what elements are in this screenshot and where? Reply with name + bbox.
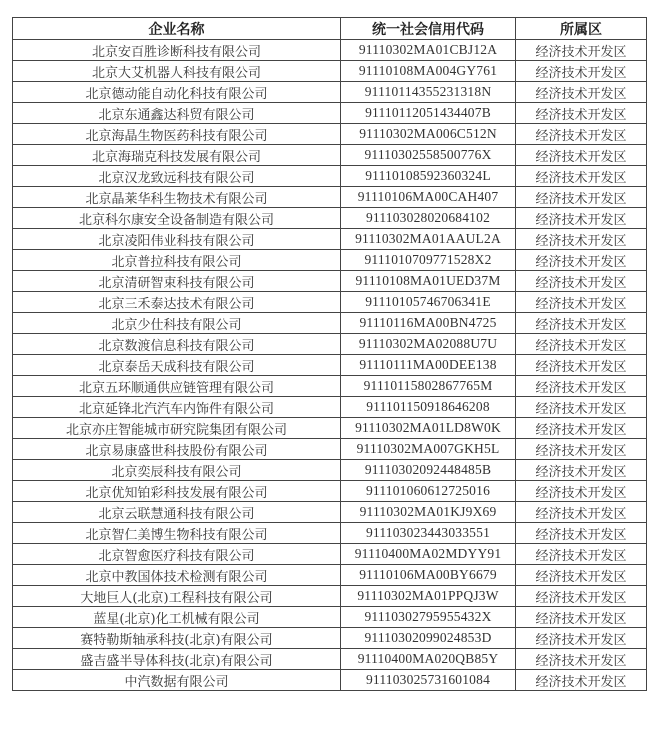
company-name-cell: 北京海瑞克科技发展有限公司: [13, 145, 341, 166]
table-row: [13, 649, 647, 670]
credit-code-cell: 91110114355231318N: [341, 82, 516, 103]
district-cell: 经济技术开发区: [516, 187, 647, 208]
credit-code-cell: 91110302099024853D: [341, 628, 516, 649]
table-row: [13, 187, 647, 208]
credit-code-cell: 91110302558500776X: [341, 145, 516, 166]
company-name-cell: 北京易康盛世科技股份有限公司: [13, 439, 341, 460]
district-cell: 经济技术开发区: [516, 523, 647, 544]
table-row: [13, 376, 647, 397]
table-row: [13, 355, 647, 376]
table-row: [13, 166, 647, 187]
district-cell: 经济技术开发区: [516, 229, 647, 250]
table-row: [13, 418, 647, 439]
table-row: [13, 250, 647, 271]
district-cell: 经济技术开发区: [516, 502, 647, 523]
credit-code-cell: 91110111MA00DEE138: [341, 355, 516, 376]
district-cell: 经济技术开发区: [516, 418, 647, 439]
table-row: [13, 397, 647, 418]
table-row: [13, 145, 647, 166]
company-name-cell: 北京晶莱华科生物技术有限公司: [13, 187, 341, 208]
district-cell: 经济技术开发区: [516, 460, 647, 481]
credit-code-cell: 91110302MA01KJ9X69: [341, 502, 516, 523]
credit-code-cell: 911103023443033551: [341, 523, 516, 544]
table-row: [13, 481, 647, 502]
enterprise-table: [12, 17, 647, 691]
district-cell: 经济技术开发区: [516, 166, 647, 187]
credit-code-cell: 91110115802867765M: [341, 376, 516, 397]
credit-code-cell: 91110302MA006C512N: [341, 124, 516, 145]
table-row: [13, 628, 647, 649]
company-name-cell: 北京五环顺通供应链管理有限公司: [13, 376, 341, 397]
district-cell: 经济技术开发区: [516, 124, 647, 145]
district-cell: 经济技术开发区: [516, 61, 647, 82]
district-cell: 经济技术开发区: [516, 565, 647, 586]
credit-code-cell: 911103025731601084: [341, 670, 516, 691]
district-cell: 经济技术开发区: [516, 208, 647, 229]
company-name-cell: 北京智愈医疗科技有限公司: [13, 544, 341, 565]
table-row: [13, 229, 647, 250]
company-name-cell: 赛特勒斯轴承科技(北京)有限公司: [13, 628, 341, 649]
credit-code-cell: 91110400MA02MDYY91: [341, 544, 516, 565]
header-company-name: 企业名称: [13, 18, 341, 40]
district-cell: 经济技术开发区: [516, 82, 647, 103]
credit-code-cell: 91110302MA01LD8W0K: [341, 418, 516, 439]
table-row: [13, 607, 647, 628]
credit-code-cell: 91110108592360324L: [341, 166, 516, 187]
table-row: [13, 565, 647, 586]
district-cell: 经济技术开发区: [516, 649, 647, 670]
credit-code-cell: 91110302092448485B: [341, 460, 516, 481]
district-cell: 经济技术开发区: [516, 397, 647, 418]
district-cell: 经济技术开发区: [516, 250, 647, 271]
table-row: [13, 40, 647, 61]
company-name-cell: 蓝星(北京)化工机械有限公司: [13, 607, 341, 628]
company-name-cell: 北京数渡信息科技有限公司: [13, 334, 341, 355]
company-name-cell: 北京科尔康安全设备制造有限公司: [13, 208, 341, 229]
table-row: [13, 502, 647, 523]
table-row: [13, 292, 647, 313]
table-row: [13, 208, 647, 229]
district-cell: 经济技术开发区: [516, 313, 647, 334]
credit-code-cell: 91110108MA004GY761: [341, 61, 516, 82]
table-row: [13, 271, 647, 292]
table-row: [13, 439, 647, 460]
table-row: [13, 313, 647, 334]
table-row: [13, 586, 647, 607]
district-cell: 经济技术开发区: [516, 544, 647, 565]
company-name-cell: 北京东通鑫达科贸有限公司: [13, 103, 341, 124]
district-cell: 经济技术开发区: [516, 271, 647, 292]
credit-code-cell: 91110106MA00CAH407: [341, 187, 516, 208]
table-row: [13, 523, 647, 544]
company-name-cell: 北京清研智束科技有限公司: [13, 271, 341, 292]
table-row: [13, 544, 647, 565]
company-name-cell: 北京延锋北汽汽车内饰件有限公司: [13, 397, 341, 418]
credit-code-cell: 91110302795955432X: [341, 607, 516, 628]
district-cell: 经济技术开发区: [516, 481, 647, 502]
table-row: [13, 103, 647, 124]
credit-code-cell: 91110302MA02088U7U: [341, 334, 516, 355]
district-cell: 经济技术开发区: [516, 439, 647, 460]
credit-code-cell: 911103028020684102: [341, 208, 516, 229]
company-name-cell: 盛吉盛半导体科技(北京)有限公司: [13, 649, 341, 670]
table-row: [13, 670, 647, 691]
company-name-cell: 大地巨人(北京)工程科技有限公司: [13, 586, 341, 607]
company-name-cell: 北京泰岳天成科技有限公司: [13, 355, 341, 376]
table-row: [13, 334, 647, 355]
table-row: [13, 124, 647, 145]
company-name-cell: 北京中教国体技术检测有限公司: [13, 565, 341, 586]
table-row: [13, 82, 647, 103]
district-cell: 经济技术开发区: [516, 103, 647, 124]
company-name-cell: 北京智仁美博生物科技有限公司: [13, 523, 341, 544]
company-name-cell: 北京凌阳伟业科技有限公司: [13, 229, 341, 250]
table-row: [13, 61, 647, 82]
credit-code-cell: 91110302MA01PPQJ3W: [341, 586, 516, 607]
credit-code-cell: 91110108MA01UED37M: [341, 271, 516, 292]
credit-code-cell: 911101060612725016: [341, 481, 516, 502]
credit-code-cell: 91110116MA00BN4725: [341, 313, 516, 334]
company-name-cell: 北京安百胜诊断科技有限公司: [13, 40, 341, 61]
company-name-cell: 北京亦庄智能城市研究院集团有限公司: [13, 418, 341, 439]
table-row: [13, 460, 647, 481]
district-cell: 经济技术开发区: [516, 628, 647, 649]
header-credit-code: 统一社会信用代码: [341, 18, 516, 40]
company-name-cell: 北京奕辰科技有限公司: [13, 460, 341, 481]
district-cell: 经济技术开发区: [516, 355, 647, 376]
company-name-cell: 北京三禾泰达技术有限公司: [13, 292, 341, 313]
company-name-cell: 北京云联慧通科技有限公司: [13, 502, 341, 523]
company-name-cell: 北京优知铂彩科技发展有限公司: [13, 481, 341, 502]
credit-code-cell: 91110302MA007GKH5L: [341, 439, 516, 460]
credit-code-cell: 91110105746706341E: [341, 292, 516, 313]
credit-code-cell: 911101150918646208: [341, 397, 516, 418]
company-name-cell: 北京德动能自动化科技有限公司: [13, 82, 341, 103]
credit-code-cell: 91110112051434407B: [341, 103, 516, 124]
district-cell: 经济技术开发区: [516, 40, 647, 61]
company-name-cell: 北京少仕科技有限公司: [13, 313, 341, 334]
company-name-cell: 中汽数据有限公司: [13, 670, 341, 691]
district-cell: 经济技术开发区: [516, 376, 647, 397]
district-cell: 经济技术开发区: [516, 607, 647, 628]
credit-code-cell: 91110400MA020QB85Y: [341, 649, 516, 670]
credit-code-cell: 91110302MA01CBJ12A: [341, 40, 516, 61]
company-name-cell: 北京大艾机器人科技有限公司: [13, 61, 341, 82]
district-cell: 经济技术开发区: [516, 670, 647, 691]
district-cell: 经济技术开发区: [516, 586, 647, 607]
header-district: 所属区: [516, 18, 647, 40]
company-name-cell: 北京汉龙致远科技有限公司: [13, 166, 341, 187]
district-cell: 经济技术开发区: [516, 145, 647, 166]
header-row: [13, 18, 647, 40]
credit-code-cell: 91110302MA01AAUL2A: [341, 229, 516, 250]
credit-code-cell: 91110106MA00BY6679: [341, 565, 516, 586]
company-name-cell: 北京普拉科技有限公司: [13, 250, 341, 271]
credit-code-cell: 9111010709771528X2: [341, 250, 516, 271]
district-cell: 经济技术开发区: [516, 292, 647, 313]
district-cell: 经济技术开发区: [516, 334, 647, 355]
company-name-cell: 北京海晶生物医药科技有限公司: [13, 124, 341, 145]
